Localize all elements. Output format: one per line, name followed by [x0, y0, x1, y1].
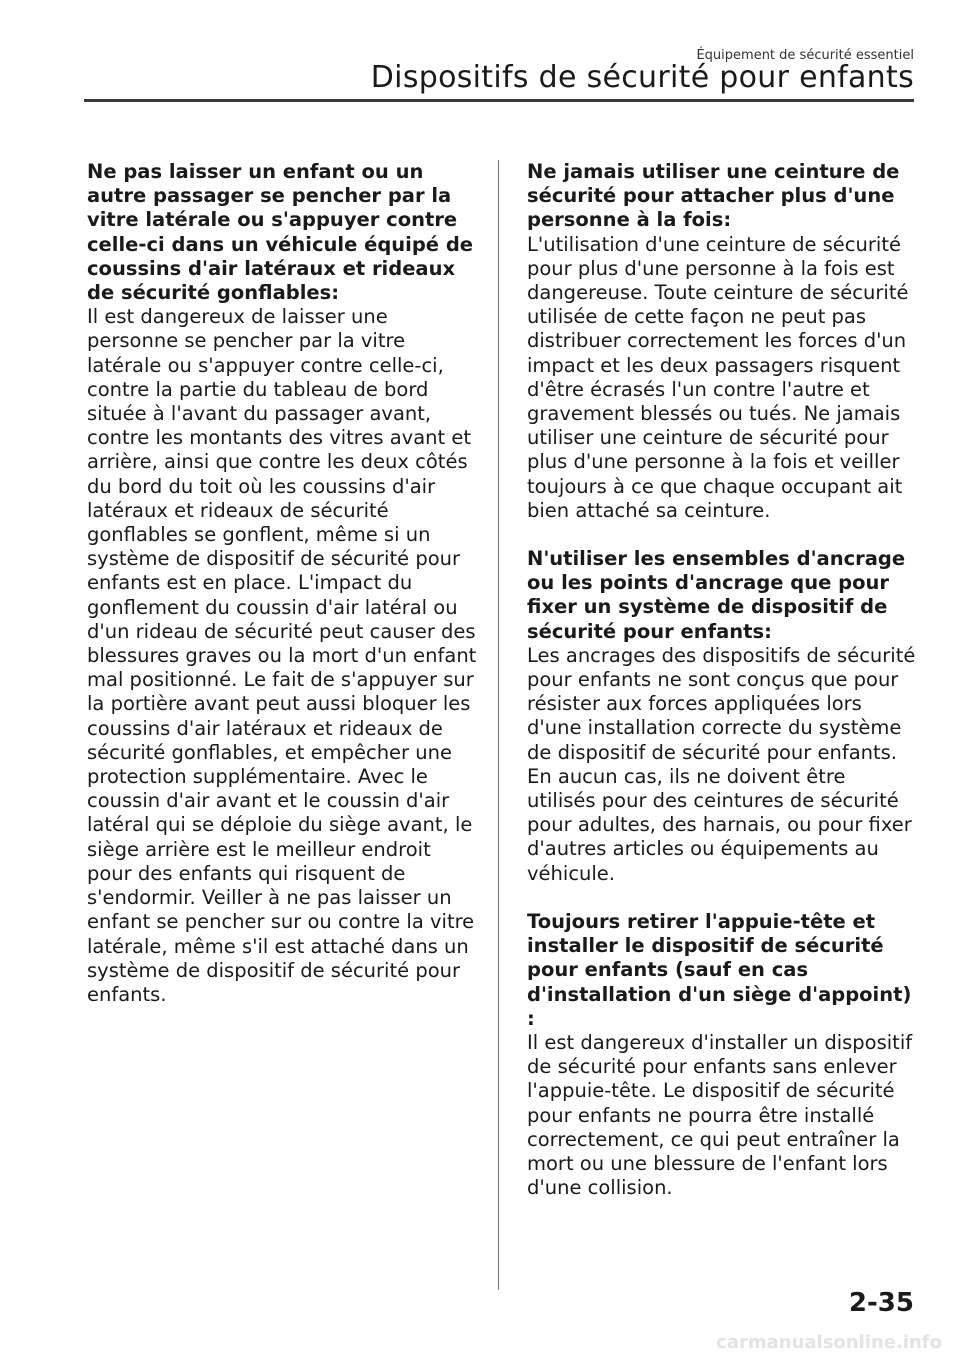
- warning-item-headrest: [527, 910, 917, 1200]
- warning-item-window-lean: [87, 160, 477, 1007]
- warning-title: N'utiliser les ensembles d'ancrage ou les points d'ancrage que pour fixer un système de dispositif de sécurité pour enfants:: [527, 547, 906, 643]
- left-column: [87, 160, 477, 1031]
- warning-title: Ne pas laisser un enfant ou un autre passager se pencher par la vitre latérale ou s'appuyer contre celle-ci dans un véhicule équipé de coussins d'air latéraux et rideaux de sécurité gonflables:: [87, 160, 474, 305]
- warning-title: Ne jamais utiliser une ceinture de sécurité pour attacher plus d'une personne à la fois:: [527, 160, 900, 232]
- section-subtitle: Équipement de sécurité essentiel: [696, 48, 914, 63]
- right-column: [527, 160, 917, 1224]
- warning-body: Il est dangereux de laisser une personne se pencher par la vitre latérale ou s'appuyer contre celle-ci, contre la partie du tableau de bord située à l'avant du passager avant, contre les montants des vitres avant et arrière, ainsi que contre les deux côtés du bord du toit où les coussins d'air latéraux et rideaux de sécurité gonflables se gonflent, même si un système de dispositif de sécurité pour enfants est en place. L'impact du gonflement du coussin d'air latéral ou d'un rideau de sécurité peut causer des blessures graves ou la mort d'un enfant mal positionné. Le fait de s'appuyer sur la portière avant peut aussi bloquer les coussins d'air latéraux et rideaux de sécurité gonflables, et empêcher une protection supplémentaire. Avec le coussin d'air avant et le coussin d'air latéral qui se déploie du siège avant, le siège arrière est le meilleur endroit pour des enfants qui risquent de s'endormir. Veiller à ne pas laisser un enfant se pencher sur ou contre la vitre latérale, même s'il est attaché dans un système de dispositif de sécurité pour enfants.: [87, 305, 477, 1006]
- warning-item-seatbelt-sharing: [527, 160, 917, 523]
- header-divider: [84, 99, 914, 102]
- warning-body: Les ancrages des dispositifs de sécurité pour enfants ne sont conçus que pour résister aux forces appliquées lors d'une installation correcte du système de dispositif de sécurité pour enfants. En aucun cas, ils ne doivent être utilisés pour des ceintures de sécurité pour adultes, des harnais, ou pour fixer d'autres articles ou équipements au véhicule.: [527, 643, 916, 885]
- warning-body: Il est dangereux d'installer un dispositif de sécurité pour enfants sans enlever l'appuie-tête. Le dispositif de sécurité pour enfants ne pourra être installé correctement, ce qui peut entraîner la mort ou une blessure de l'enfant lors d'une collision.: [527, 1030, 913, 1200]
- warning-title: Toujours retirer l'appuie-tête et installer le dispositif de sécurité pour enfants (sauf en cas d'installation d'un siège d'appoint) :: [527, 909, 912, 1030]
- watermark: carmanualsonline.info: [716, 1332, 942, 1353]
- warning-body: L'utilisation d'une ceinture de sécurité pour plus d'une personne à la fois est dangereuse. Toute ceinture de sécurité utilisée de cette façon ne peut pas distribuer correctement les forces d'un impact et les deux passagers risquent d'être écrasés l'un contre l'autre et gravement blessés ou tués. Ne jamais utiliser une ceinture de sécurité pour plus d'une personne à la fois et veiller toujours à ce que chaque occupant ait bien attaché sa ceinture.: [527, 232, 909, 522]
- column-divider: [498, 160, 499, 1290]
- warning-item-anchorage: [527, 547, 917, 886]
- page-title: Dispositifs de sécurité pour enfants: [370, 60, 914, 95]
- page-number: 2-35: [848, 1288, 914, 1318]
